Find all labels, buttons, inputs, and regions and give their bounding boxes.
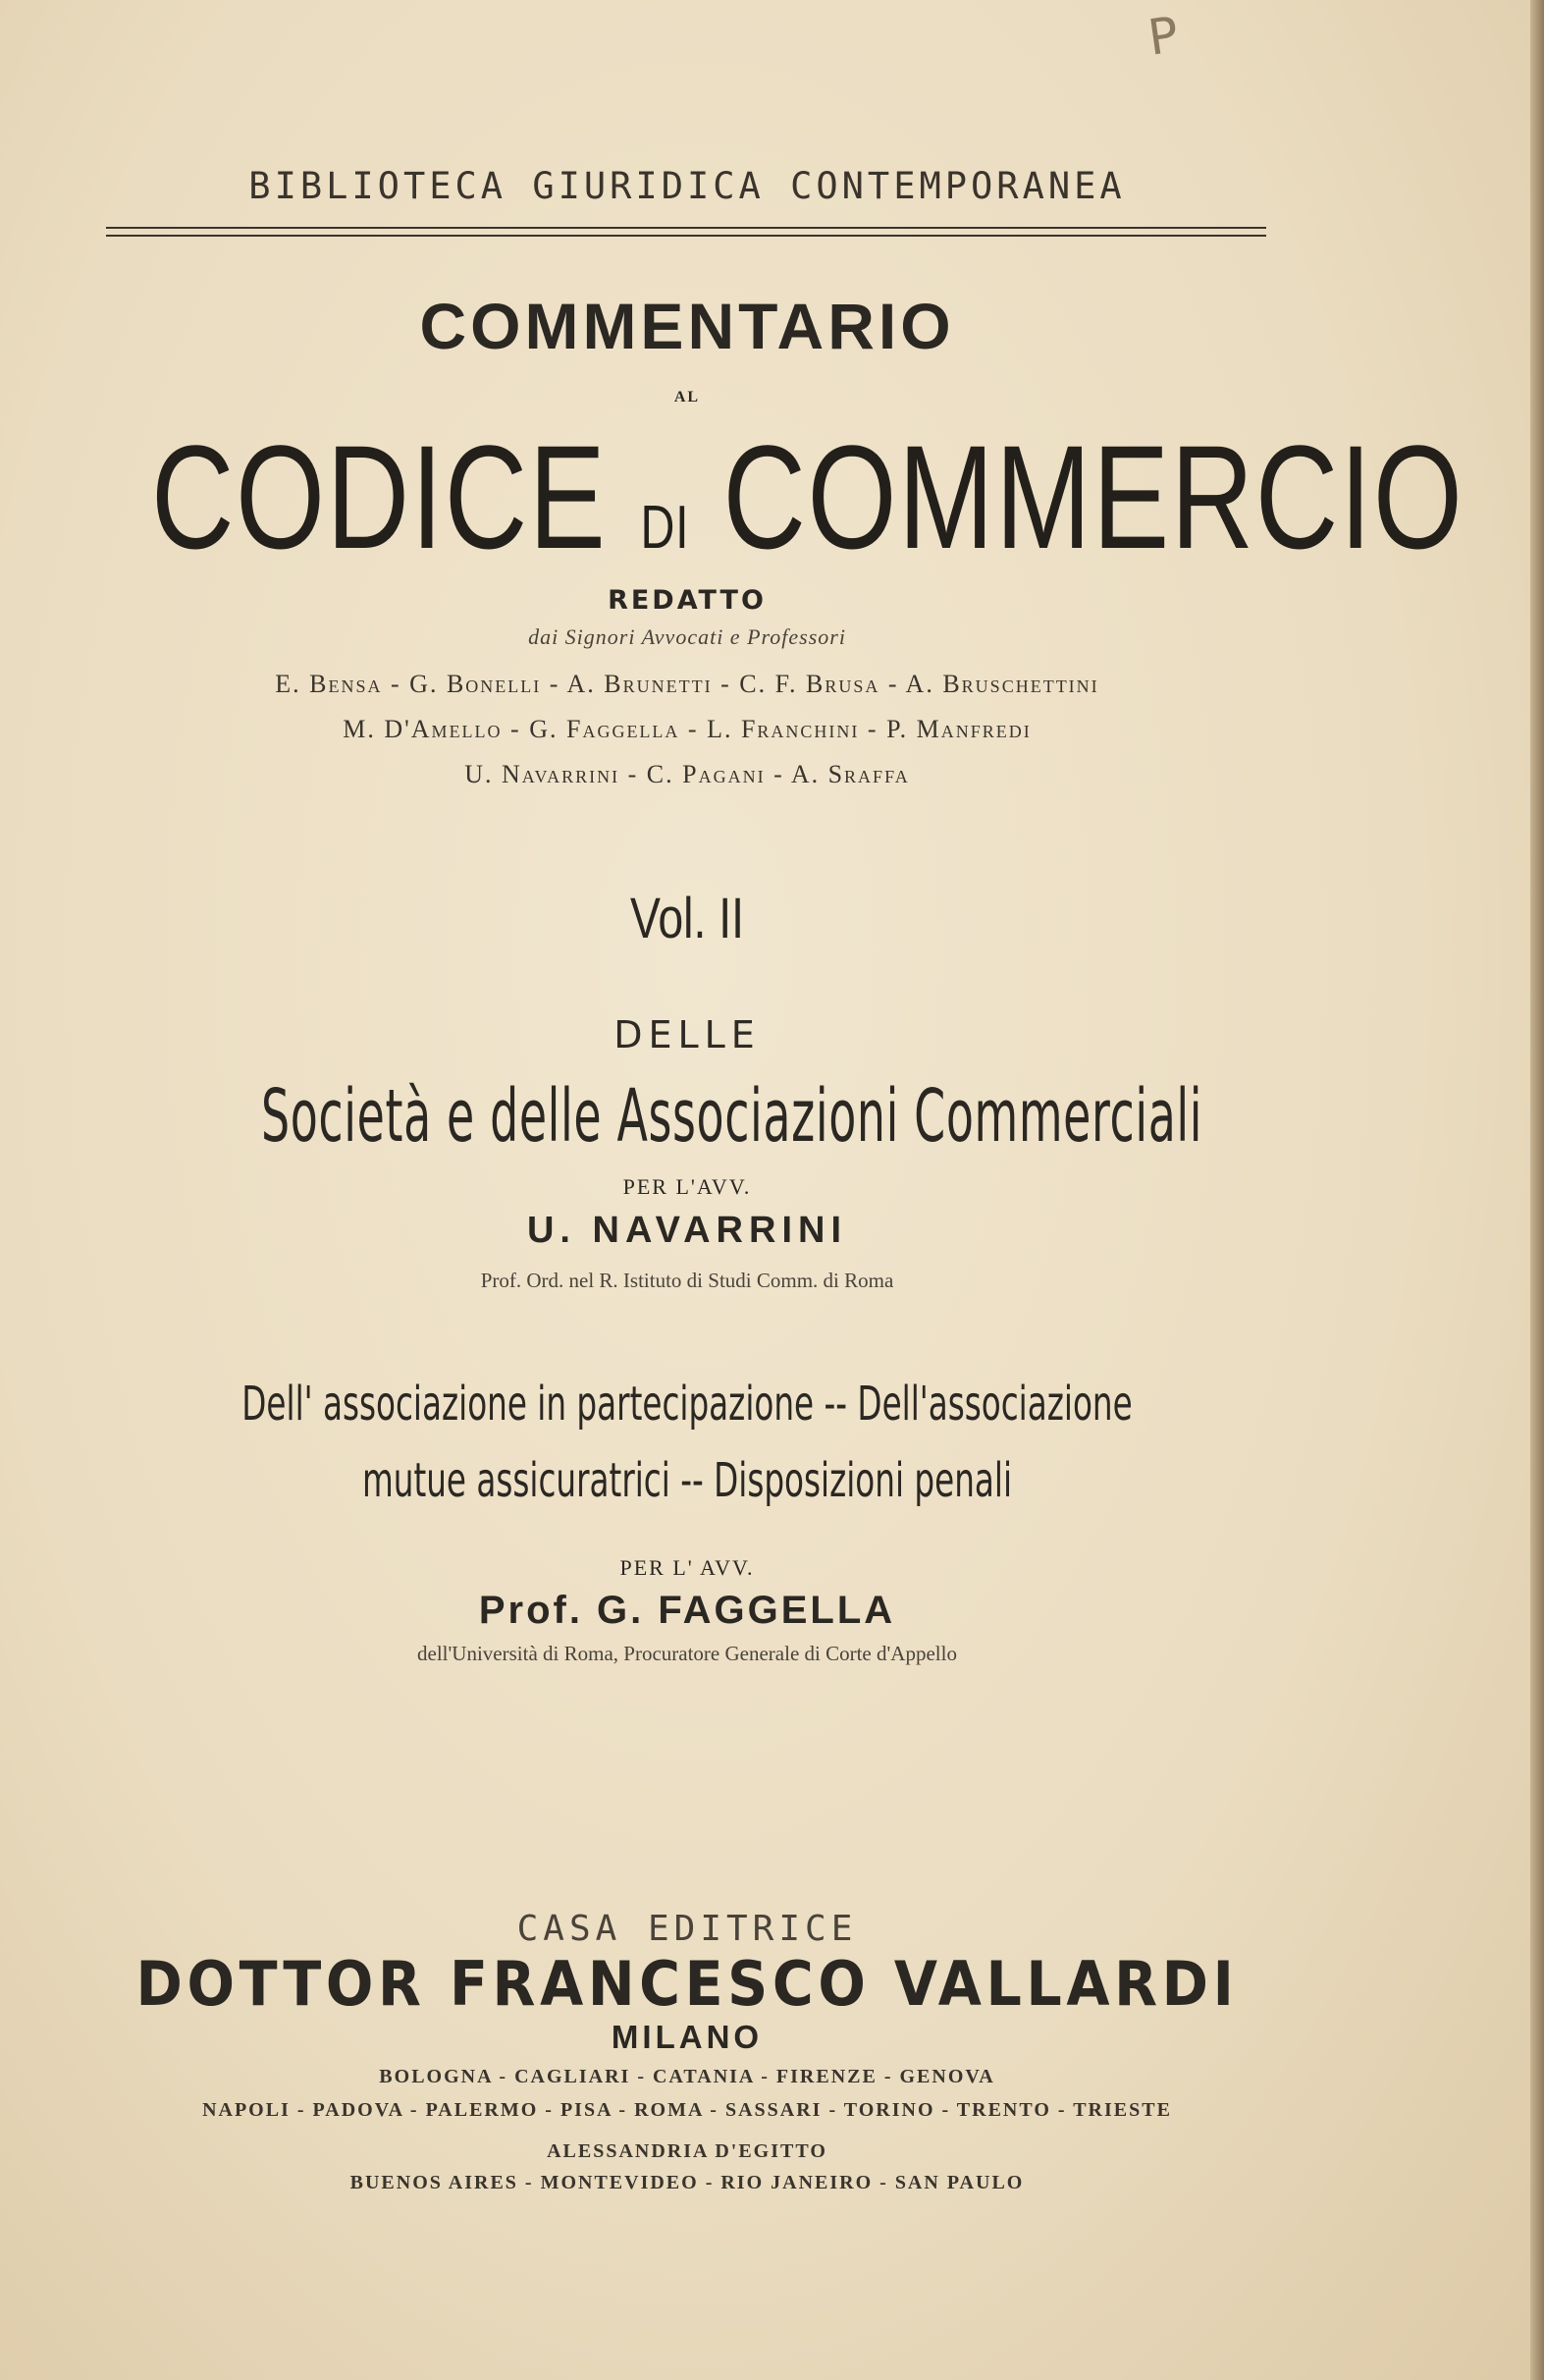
publisher-name: DOTTOR FRANCESCO VALLARDI	[135, 1948, 1239, 2020]
volume-number: Vol. II	[629, 887, 745, 950]
handwritten-mark: P	[1145, 6, 1183, 67]
authors-line-3: U. Navarrini - C. Pagani - A. Sraffa	[464, 760, 910, 788]
publisher-branches-3: ALESSANDRIA D'EGITTO	[547, 2140, 827, 2162]
section2-title-line-2: mutue assicuratrici -- Disposizioni penali	[361, 1453, 1013, 1508]
publisher-branches-2: NAPOLI - PADOVA - PALERMO - PISA - ROMA - SASSARI - TORINO - TRENTO - TRIESTE	[202, 2099, 1172, 2121]
section1-author: U. NAVARRINI	[526, 1210, 848, 1251]
section1-delle: DELLE	[613, 1013, 761, 1056]
title-connector: AL	[673, 389, 701, 406]
section1-per: PER L'AVV.	[622, 1174, 752, 1199]
section1-affiliation: Prof. Ord. nel R. Istituto di Studi Comm. di Roma	[480, 1269, 894, 1292]
publisher-branches-1: BOLOGNA - CAGLIARI - CATANIA - FIRENZE - GENOVA	[379, 2066, 995, 2087]
title-commentario: COMMENTARIO	[419, 290, 955, 362]
section2-title-line-1: Dell' associazione in partecipazione -- Dell'associazione	[241, 1377, 1133, 1432]
header-rule	[106, 227, 1266, 229]
publisher-casa: CASA EDITRICE	[516, 1909, 858, 1949]
section2-author: Prof. G. FAGGELLA	[478, 1589, 896, 1632]
main-title	[151, 412, 1464, 582]
authors-line-2: M. D'Amello - G. Faggella - L. Franchini - P. Manfredi	[343, 715, 1032, 743]
section2-affiliation: dell'Università di Roma, Procuratore Generale di Corte d'Appello	[417, 1642, 957, 1665]
main-title-a: CODICE	[151, 414, 608, 579]
main-title-b: COMMERCIO	[722, 414, 1464, 579]
page-edge	[1530, 0, 1544, 2380]
section2-per: PER L' AVV.	[619, 1555, 755, 1580]
main-title-di: DI	[640, 494, 690, 562]
publisher-city: MILANO	[611, 2019, 764, 2055]
section1-title: Società e delle Associazioni Commerciali	[261, 1074, 1203, 1159]
series-title: BIBLIOTECA GIURIDICA CONTEMPORANEA	[248, 165, 1126, 207]
redatto-label: REDATTO	[608, 585, 767, 616]
header-rule-double	[106, 235, 1266, 237]
publisher-branches-4: BUENOS AIRES - MONTEVIDEO - RIO JANEIRO - SAN PAULO	[349, 2172, 1025, 2193]
authors-intro: dai Signori Avvocati e Professori	[528, 624, 846, 649]
authors-line-1: E. Bensa - G. Bonelli - A. Brunetti - C. F. Brusa - A. Bruschettini	[275, 670, 1099, 698]
